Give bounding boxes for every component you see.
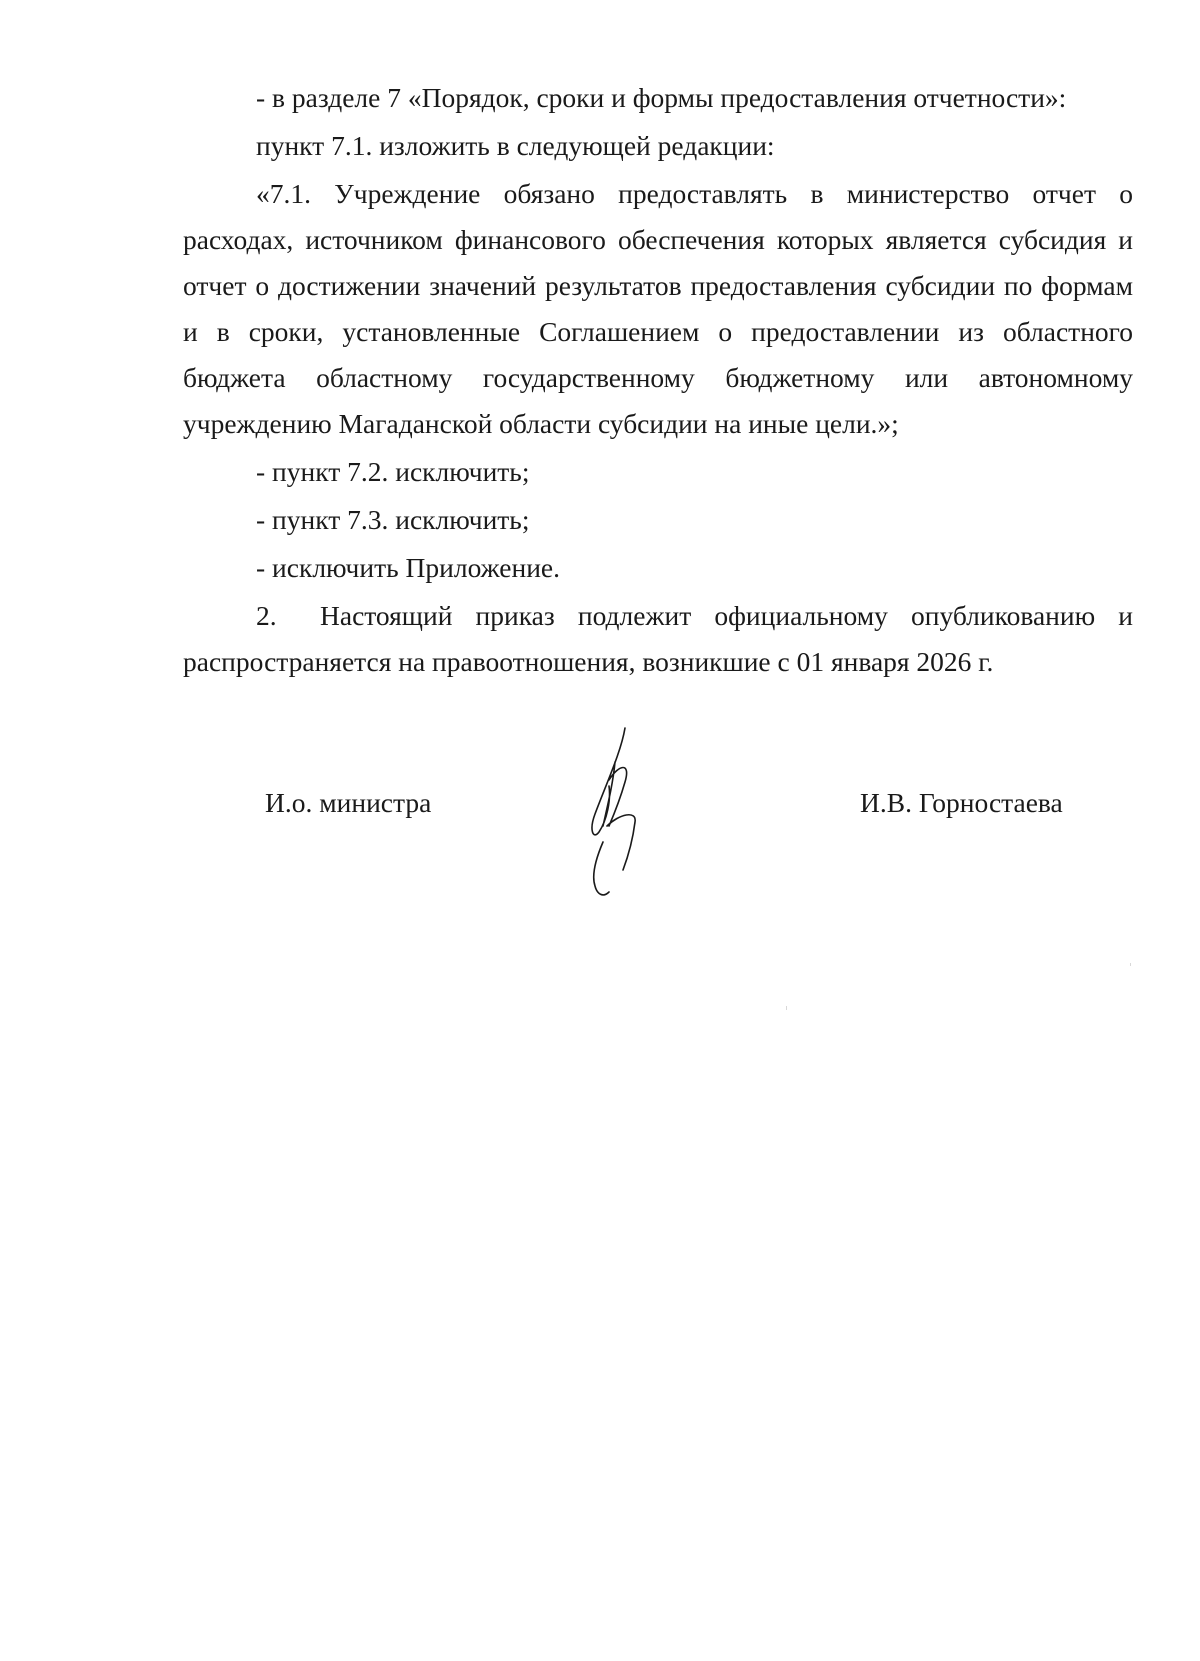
list-item-exclude-appendix: - исключить Приложение. (256, 552, 560, 583)
quote-line: отчет о достижении значений результатов предоставления субсидии по формам (183, 270, 1133, 301)
signatory-position: И.о. министра (265, 787, 432, 818)
clause-2-first-line: Настоящий приказ подлежит официальному опубликованию и (320, 600, 1133, 631)
clause-2-number: 2. (256, 600, 277, 631)
list-item-exclude-7-3: - пункт 7.3. исключить; (256, 504, 530, 535)
signatory-name: И.В. Горностаева (860, 787, 1063, 818)
clause-2-second-line: распространяется на правоотношения, возникшие с 01 января 2026 г. (183, 646, 994, 677)
quote-line: расходах, источником финансового обеспечения которых является субсидия и (183, 224, 1133, 255)
scan-artifact (786, 1006, 787, 1010)
quote-last-line: учреждению Магаданской области субсидии на иные цели.»; (183, 408, 899, 439)
list-item-exclude-7-2: - пункт 7.2. исключить; (256, 456, 530, 487)
quote-line: и в сроки, установленные Соглашением о предоставлении из областного (183, 316, 1133, 347)
section-7-intro-line: - в разделе 7 «Порядок, сроки и формы предоставления отчетности»: (256, 82, 1067, 113)
clause-7-1-instruction-line: пункт 7.1. изложить в следующей редакции: (256, 130, 775, 161)
quote-line: бюджета областному государственному бюджетному или автономному (183, 362, 1133, 393)
handwritten-signature (585, 722, 665, 902)
quote-line: «7.1. Учреждение обязано предоставлять в министерство отчет о (256, 178, 1133, 209)
scan-artifact (1130, 963, 1131, 966)
